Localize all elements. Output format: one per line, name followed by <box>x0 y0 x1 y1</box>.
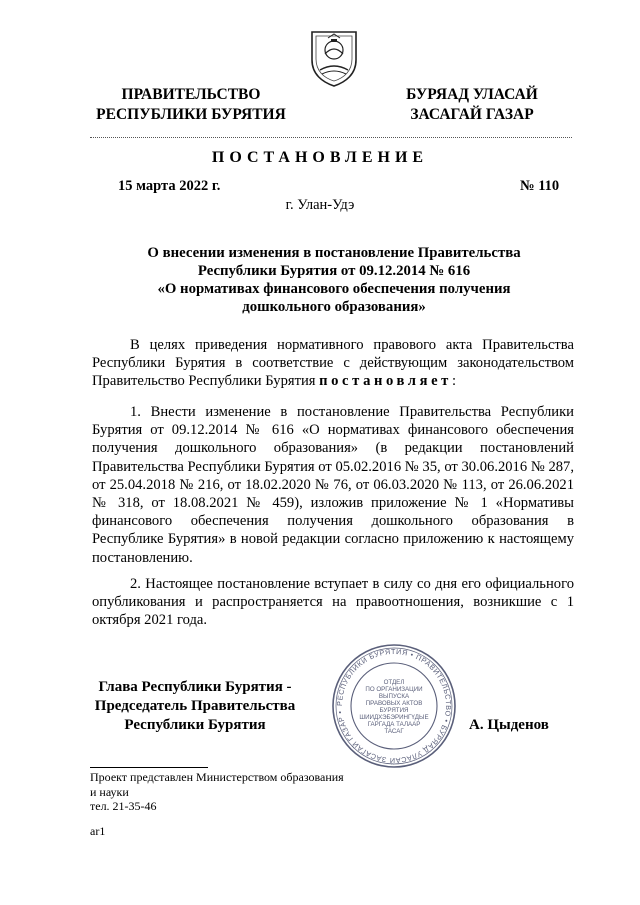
document-type: ПОСТАНОВЛЕНИЕ <box>211 149 429 166</box>
signatory-title-line: Председатель Правительства <box>94 698 296 714</box>
footer-note <box>90 770 344 814</box>
preamble-text: В целях приведения нормативного правового акта Правительства Республики Бурятия в соответствие с действующим законодательством Правительство Республики Бурятия <box>92 337 574 390</box>
signatory-name: А. Цыденов <box>469 717 549 733</box>
subject-line: дошкольного образования» <box>242 299 426 315</box>
header-left-line2: РЕСПУБЛИКИ БУРЯТИЯ <box>96 106 286 123</box>
stamp-text-line: БУРЯТИЯ <box>379 707 409 714</box>
preamble-paragraph <box>92 336 574 391</box>
header-left-line1: ПРАВИТЕЛЬСТВО <box>121 86 261 103</box>
subject-line: О внесении изменения в постановление Правительства <box>147 245 521 261</box>
preamble-end: : <box>451 373 456 390</box>
executor-initials: ar1 <box>90 824 106 838</box>
clause-1-paragraph: 1. Внести изменение в постановление Правительства Республики Бурятия от 09.12.2014 № 616 «О нормативах финансового обеспечения получения дошкольного образования» (в редакции постановлений Правительства Республики Бурятия от 05.02.2016 № 35, от 30.06.2016 № 287, от 25.04.2018 № 216, от 18.02.2020 № 76, от 06.03.2020 № 113, от 26.06.2021 № 318, от 18.08.2021 № 459), изложив приложение № 1 «Нормативы финансового обеспечения получения дошкольного образования в Республике Бурятия» в новой редакции согласно приложению к настоящему постановлению. <box>92 404 574 566</box>
signatory-title-line: Глава Республики Бурятия - <box>98 679 292 695</box>
resolve-word: постановляет <box>319 373 452 390</box>
stamp-text-line: ВЫПУСКА <box>378 693 410 700</box>
stamp-text-line: ПО ОРГАНИЗАЦИИ <box>365 686 423 693</box>
subject-line: Республики Бурятия от 09.12.2014 № 616 <box>197 263 471 279</box>
subject-line: «О нормативах финансового обеспечения получения <box>157 281 511 297</box>
document-number: № 110 <box>520 178 560 194</box>
header-right-line1: БУРЯАД УЛАСАЙ <box>406 86 538 103</box>
footer-phone: тел. 21-35-46 <box>90 799 157 813</box>
clause-2-paragraph: 2. Настоящее постановление вступает в силу со дня его официального опубликования и распространяется на правоотношения, возникшие с 1 октября 2021 года. <box>92 576 574 629</box>
stamp-text-line: ГАРГАДА ТАЛААР <box>367 721 421 728</box>
signatory-title <box>80 678 310 735</box>
footer-line: и науки <box>90 784 129 799</box>
signatory-title-line: Республики Бурятия <box>124 717 266 733</box>
stamp-text-line: ПРАВОВЫХ АКТОВ <box>365 700 423 707</box>
header-right-line2: ЗАСАГАЙ ГАЗАР <box>410 106 534 123</box>
document-city: г. Улан-Удэ <box>285 197 355 213</box>
coat-of-arms-emblem <box>306 26 362 88</box>
footer-line: Проект представлен Министерством образования <box>90 770 344 784</box>
official-stamp <box>330 642 458 770</box>
document-date: 15 марта 2022 г. <box>118 178 221 194</box>
header-separator <box>90 137 572 138</box>
stamp-ring-text: РЕСПУБЛИКИ БУРЯТИЯ • ПРАВИТЕЛЬСТВО • БУРЯАД УЛАСАЙ ЗАСАГАЙ ГАЗАР • <box>334 646 454 766</box>
stamp-text-line: ОТДЕЛ <box>383 679 405 686</box>
header-right <box>398 85 546 125</box>
header-left <box>88 85 294 125</box>
stamp-text-line: ШИИДХЭБЭРИНГҮДЫЕ <box>359 714 429 721</box>
stamp-text-line: ТАСАГ <box>384 728 404 735</box>
document-subject <box>118 244 550 316</box>
footer-rule <box>90 767 208 768</box>
